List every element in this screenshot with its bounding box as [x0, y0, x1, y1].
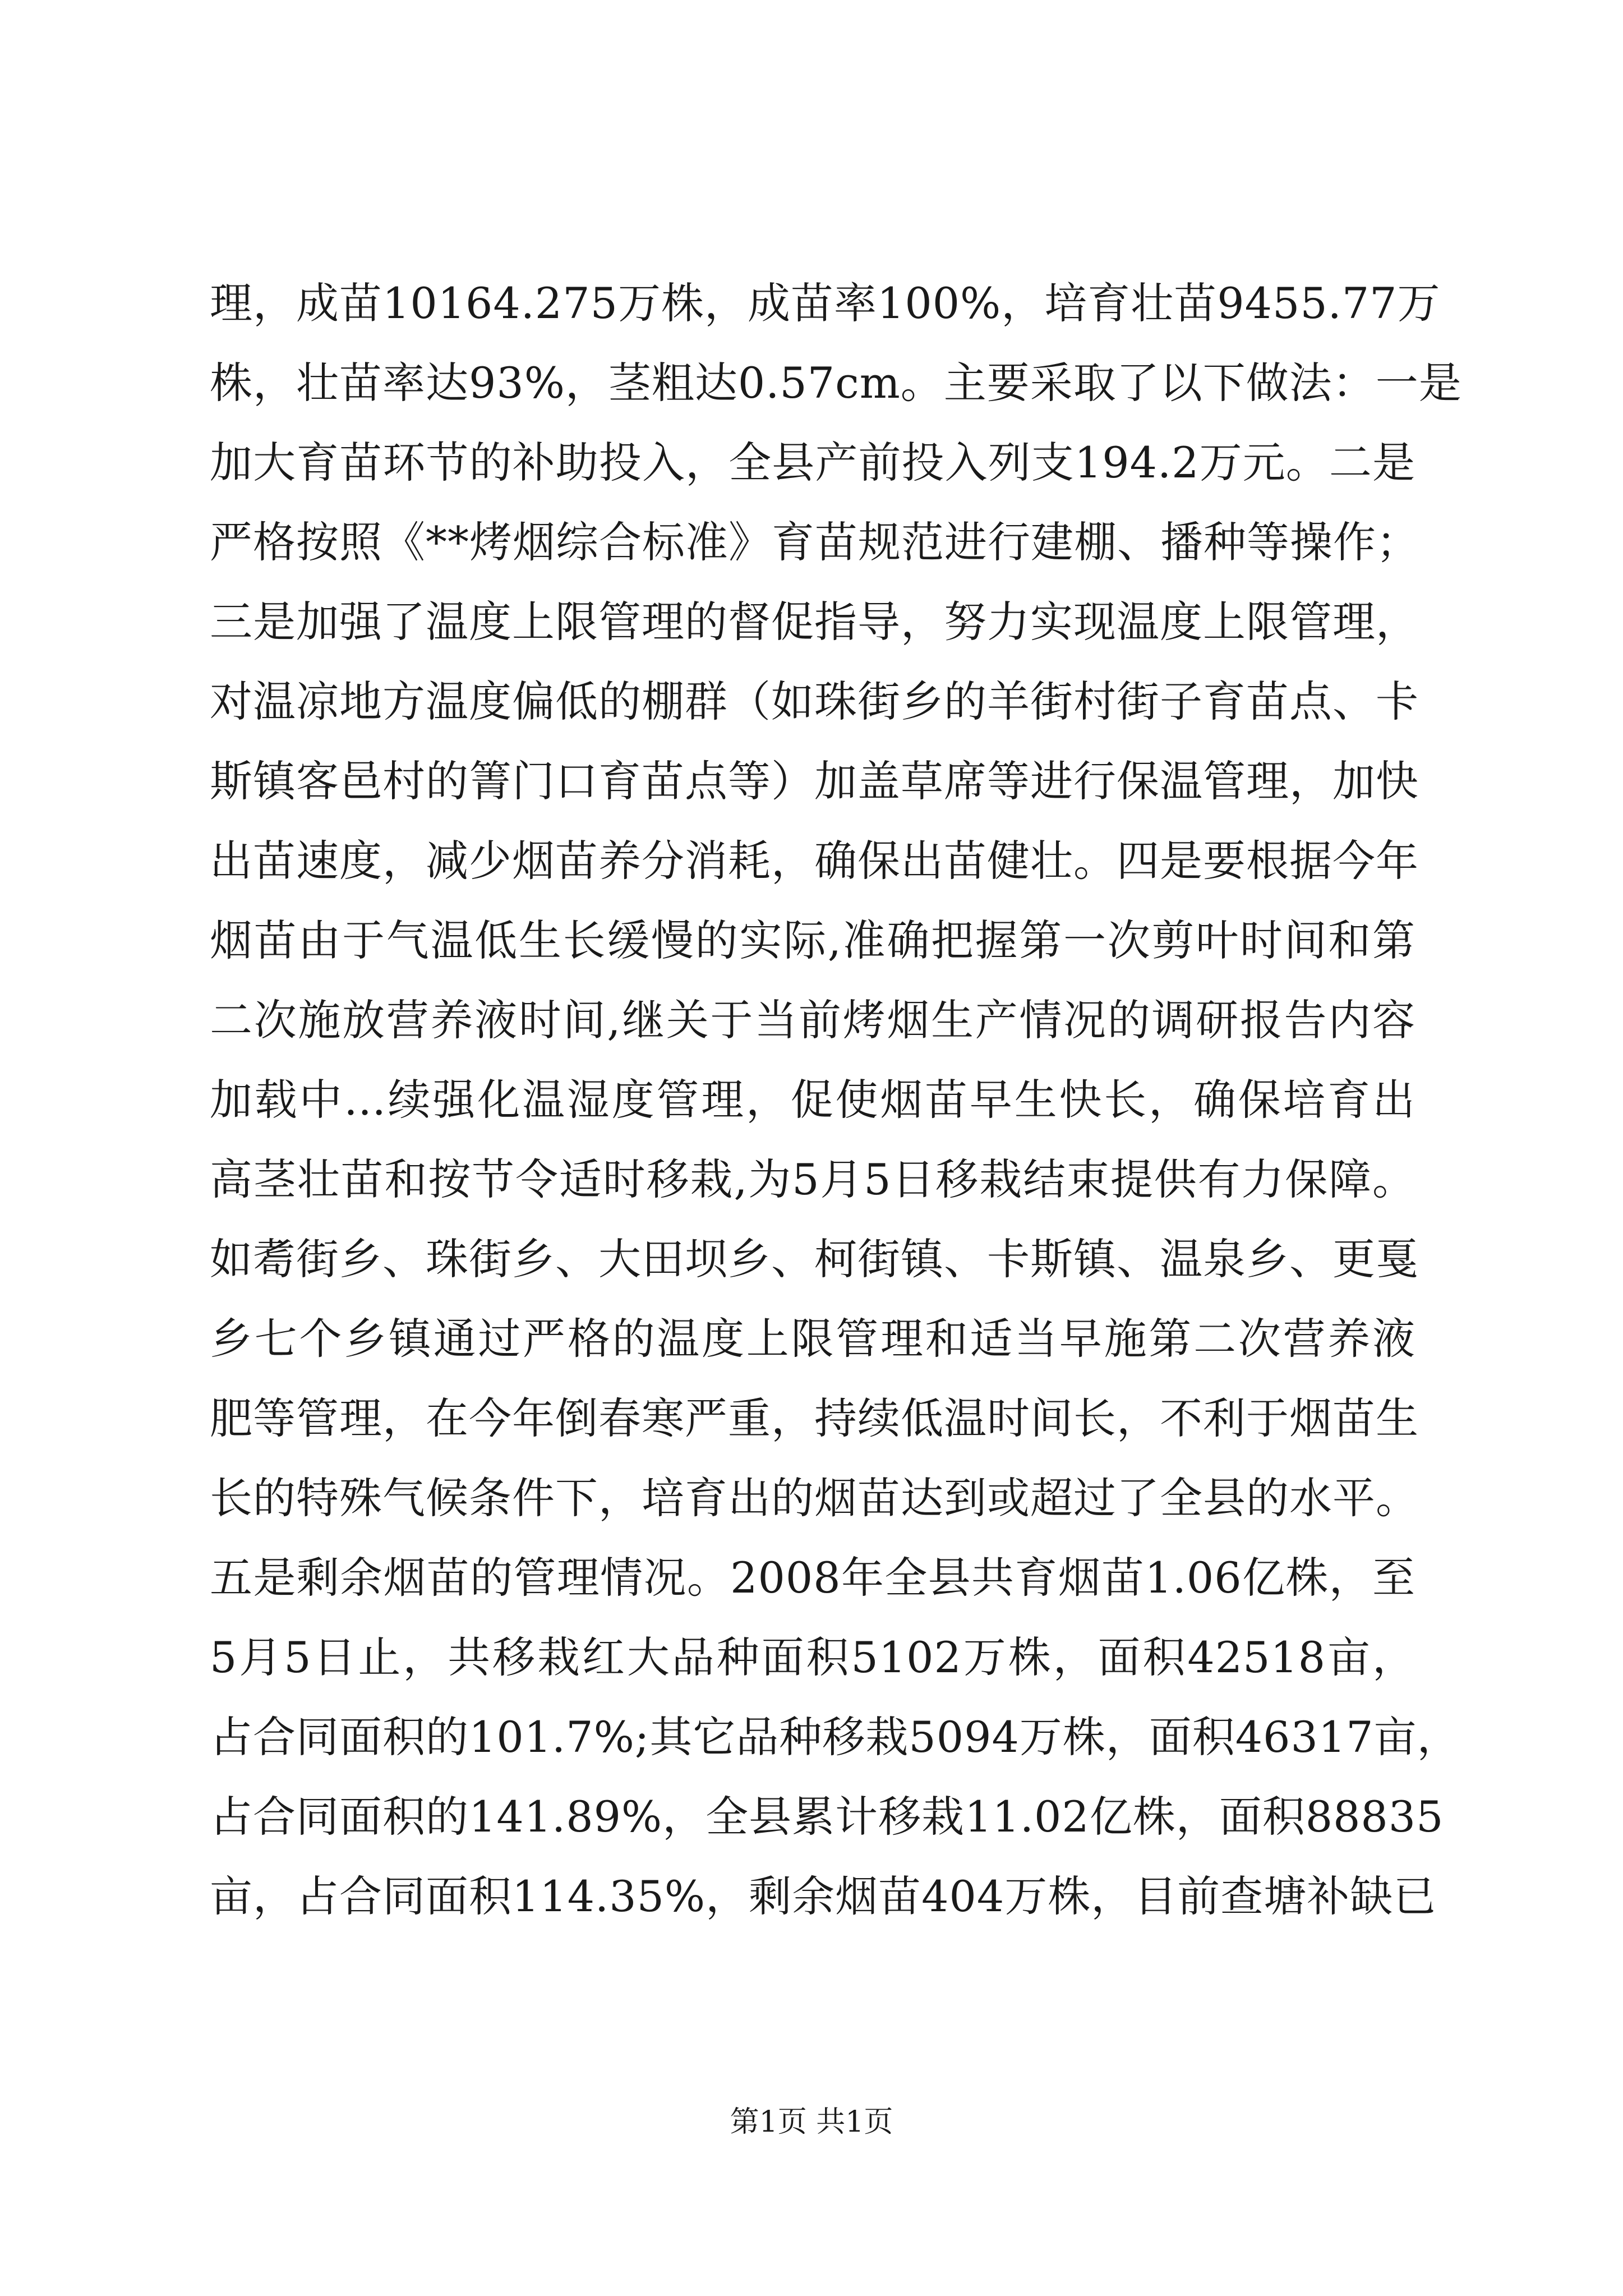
- text-line: 肥等管理，在今年倒春寒严重，持续低温时间长，不利于烟苗生: [210, 1393, 1419, 1443]
- body-text: [210, 264, 1462, 1936]
- text-line: 理，成苗10164.275万株，成苗率100%，培育壮苗9455.77万: [210, 278, 1441, 328]
- text-line: 亩，占合同面积114.35%，剩余烟苗404万株，目前查塘补缺已: [210, 1871, 1437, 1921]
- text-line: 严格按照《**烤烟综合标准》育苗规范进行建棚、播种等操作；: [210, 517, 1419, 567]
- text-line: 三是加强了温度上限管理的督促指导，努力实现温度上限管理，: [210, 597, 1419, 647]
- text-line: 加大育苗环节的补助投入，全县产前投入列支194.2万元。二是: [210, 438, 1415, 487]
- text-line: 烟苗由于气温低生长缓慢的实际,准确把握第一次剪叶时间和第: [210, 915, 1415, 965]
- text-line: 对温凉地方温度偏低的棚群（如珠街乡的羊街村街子育苗点、卡: [210, 677, 1419, 726]
- text-line: 占合同面积的141.89%，全县累计移栽11.02亿株，面积88835: [210, 1792, 1444, 1842]
- text-line: 二次施放营养液时间,继关于当前烤烟生产情况的调研报告内容: [210, 995, 1415, 1045]
- text-line: 5月5日止，共移栽红大品种面积5102万株，面积42518亩，: [210, 1632, 1415, 1682]
- text-line: 株，壮苗率达93%，茎粗达0.57cm。主要采取了以下做法：一是: [210, 358, 1462, 408]
- text-line: 斯镇客邑村的箐门口育苗点等）加盖草席等进行保温管理，加快: [210, 756, 1419, 806]
- text-line: 如耈街乡、珠街乡、大田坝乡、柯街镇、卡斯镇、温泉乡、更戛: [210, 1234, 1419, 1284]
- text-line: 高茎壮苗和按节令适时移栽,为5月5日移栽结束提供有力保障。: [210, 1154, 1415, 1204]
- text-line: 出苗速度，减少烟苗养分消耗，确保出苗健壮。四是要根据今年: [210, 836, 1419, 886]
- page-number-label: 第1页 共1页: [730, 2105, 893, 2139]
- text-line: 乡七个乡镇通过严格的温度上限管理和适当早施第二次营养液: [210, 1314, 1415, 1364]
- text-line: 占合同面积的101.7%;其它品种移栽5094万株，面积46317亩，: [210, 1712, 1460, 1762]
- page-footer: [0, 2102, 1623, 2142]
- text-line: 加载中...续强化温湿度管理，促使烟苗早生快长，确保培育出: [210, 1075, 1415, 1125]
- text-line: 五是剩余烟苗的管理情况。2008年全县共育烟苗1.06亿株，至: [210, 1553, 1415, 1603]
- text-line: 长的特殊气候条件下，培育出的烟苗达到或超过了全县的水平。: [210, 1473, 1419, 1523]
